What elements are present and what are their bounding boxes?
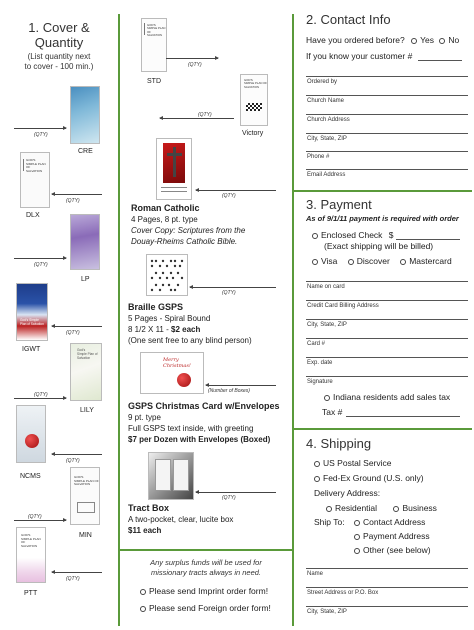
qty-label: (QTY)	[222, 290, 236, 296]
cover-quantity-title: 1. Cover & Quantity	[28, 20, 90, 50]
cover-label-ptt: PTT	[24, 590, 38, 597]
qty-arrow-victory	[160, 118, 234, 119]
cover-image-lp	[70, 214, 100, 270]
signature-input[interactable]	[306, 376, 468, 377]
cover-quantity-subtitle: (List quantity next to cover - 100 min.)	[24, 52, 94, 71]
qty-arrow-dlx	[52, 194, 102, 195]
cover-label-dlx: DLX	[26, 212, 40, 219]
name-on-card-label: Name on card	[307, 284, 345, 290]
other-address-radio[interactable]	[354, 548, 360, 554]
cover-label-std: STD	[147, 78, 161, 85]
foreign-radio[interactable]	[140, 606, 146, 612]
tract-box-title: Tract Box	[128, 503, 170, 513]
business-radio[interactable]	[393, 506, 399, 512]
section-divider	[120, 549, 292, 551]
cover-image-ncms	[16, 405, 46, 463]
ship-street-input[interactable]	[306, 587, 468, 588]
usps-radio[interactable]	[314, 461, 320, 467]
payment-address-option[interactable]: Payment Address	[354, 531, 430, 541]
enclosed-check-option[interactable]: Enclosed Check $	[312, 230, 394, 240]
cover-label-ncms: NCMS	[20, 473, 41, 480]
cover-label-lp: LP	[81, 276, 90, 283]
tract-box-line2: $11 each	[128, 526, 162, 535]
christmas-card-line3: $7 per Dozen with Envelopes (Boxed)	[128, 435, 271, 444]
church-address-label: Church Address	[307, 117, 350, 123]
qty-arrow-christmas-card	[206, 385, 276, 386]
email-input[interactable]	[306, 169, 468, 170]
qty-label: (QTY)	[222, 193, 236, 199]
qty-arrow-braille	[190, 287, 276, 288]
billing-city-input[interactable]	[306, 319, 468, 320]
payment-divider	[294, 190, 472, 192]
qty-label: (QTY)	[34, 392, 48, 398]
braille-line3: (One sent free to any blind person)	[128, 336, 252, 345]
imprint-radio[interactable]	[140, 589, 146, 595]
qty-label: (QTY)	[34, 262, 48, 268]
ordered-yes-radio[interactable]	[411, 38, 417, 44]
qty-arrow-lily	[14, 398, 66, 399]
qty-label: (QTY)	[34, 132, 48, 138]
card-number-input[interactable]	[306, 338, 468, 339]
ordered-by-input[interactable]	[306, 76, 468, 77]
exp-date-label: Exp. date	[307, 360, 333, 366]
qty-label: (QTY)	[66, 576, 80, 582]
qty-arrow-cre	[14, 128, 66, 129]
church-name-label: Church Name	[307, 98, 345, 104]
phone-input[interactable]	[306, 151, 468, 152]
qty-label: (QTY)	[66, 198, 80, 204]
cover-label-victory: Victory	[242, 130, 264, 137]
fedex-radio[interactable]	[314, 476, 320, 482]
church-name-input[interactable]	[306, 95, 468, 96]
qty-arrow-tract-box	[196, 492, 276, 493]
fedex-option[interactable]: Fed-Ex Ground (U.S. only)	[314, 473, 424, 483]
ship-name-input[interactable]	[306, 568, 468, 569]
mastercard-radio[interactable]	[400, 259, 406, 265]
exp-date-input[interactable]	[306, 357, 468, 358]
qty-label: (QTY)	[198, 112, 212, 118]
cover-image-christmas-card: Merry Christmas!	[140, 352, 204, 394]
column-divider-2	[292, 14, 294, 626]
customer-number-row: If you know your customer #	[306, 51, 413, 61]
tax-number-label: Tax #	[322, 407, 343, 417]
qty-label: (QTY)	[66, 330, 80, 336]
qty-arrow-lp	[14, 258, 66, 259]
braille-dots	[147, 255, 187, 295]
shipping-title: 4. Shipping	[306, 436, 372, 451]
qty-label: (QTY)	[28, 514, 42, 520]
cover-image-ptt: GOD'S SIMPLE PLAN OF SALVATION	[16, 527, 46, 583]
signature-label: Signature	[307, 379, 333, 385]
boxes-label: (Number of Boxes)	[208, 388, 250, 394]
usps-option[interactable]: US Postal Service	[314, 458, 392, 468]
contact-address-option[interactable]: Contact Address	[354, 517, 425, 527]
roman-catholic-line3: Douay-Rheims Catholic Bible.	[131, 237, 238, 246]
cover-image-lily: God's Simple Plan of Salvation	[70, 343, 102, 401]
church-address-input[interactable]	[306, 114, 468, 115]
card-type-row: Visa Discover Mastercard	[312, 256, 452, 266]
qty-arrow-std	[166, 58, 218, 59]
phone-label: Phone #	[307, 154, 330, 160]
qty-arrow-igwt	[52, 326, 102, 327]
foreign-option[interactable]: Please send Foreign order form!	[140, 603, 271, 613]
name-on-card-input[interactable]	[306, 281, 468, 282]
column-divider-1	[118, 14, 120, 626]
qty-arrow-ptt	[52, 572, 102, 573]
shipping-divider	[294, 428, 472, 430]
cover-image-braille	[146, 254, 188, 296]
contact-address-radio[interactable]	[354, 520, 360, 526]
delivery-type-row: Residential Business	[326, 503, 437, 513]
braille-title: Braille GSPS	[128, 302, 184, 312]
card-number-label: Card #	[307, 341, 326, 347]
billing-address-input[interactable]	[306, 300, 468, 301]
qty-label: (QTY)	[222, 495, 236, 501]
billing-address-label: Credit Card Billing Address	[307, 303, 379, 309]
ship-street-label: Street Address or P.O. Box	[307, 590, 379, 596]
exact-shipping-note: (Exact shipping will be billed)	[324, 241, 434, 251]
indiana-tax-radio[interactable]	[324, 395, 330, 401]
qty-label: (QTY)	[66, 458, 80, 464]
roman-catholic-line2: Cover Copy: Scriptures from the	[131, 226, 246, 235]
cover-image-igwt: God's Simple Plan of Salvation	[16, 283, 48, 341]
visa-radio[interactable]	[312, 259, 318, 265]
cover-image-cre	[70, 86, 100, 144]
surplus-note: Any surplus funds will be used for missionary tracts always in need.	[150, 558, 262, 577]
ship-city-input[interactable]	[306, 606, 468, 607]
payment-title: 3. Payment	[306, 197, 372, 212]
ship-name-label: Name	[307, 571, 324, 577]
imprint-option[interactable]: Please send Imprint order form!	[140, 586, 268, 596]
residential-radio[interactable]	[326, 506, 332, 512]
ordered-before-row: Have you ordered before? Yes No	[306, 35, 460, 45]
other-address-option[interactable]: Other (see below)	[354, 545, 431, 555]
christmas-card-line2: Full GSPS text inside, with greeting	[128, 424, 254, 433]
christmas-card-title: GSPS Christmas Card w/Envelopes	[128, 401, 280, 411]
delivery-address-label: Delivery Address:	[314, 488, 381, 498]
cover-image-std: GOD'S SIMPLE PLAN OF SALVATION	[141, 18, 167, 72]
braille-line2: 8 1/2 X 11 - $2 each	[128, 325, 201, 334]
discover-radio[interactable]	[348, 259, 354, 265]
cover-label-igwt: IGWT	[22, 346, 41, 353]
qty-label: (QTY)	[188, 62, 202, 68]
cover-label-min: MIN	[79, 532, 92, 539]
qty-arrow-min	[14, 520, 66, 521]
payment-note: As of 9/1/11 payment is required with order	[306, 214, 459, 223]
cover-label-cre: CRE	[78, 148, 93, 155]
tax-number-input[interactable]	[346, 416, 460, 417]
contact-city-label: City, State, ZIP	[307, 136, 347, 142]
cover-image-dlx: GOD'S SIMPLE PLAN OF SALVATION	[20, 152, 50, 208]
braille-line1: 5 Pages - Spiral Bound	[128, 314, 211, 323]
qty-arrow-ncms	[52, 454, 102, 455]
ordered-no-radio[interactable]	[439, 38, 445, 44]
cover-image-victory: GOD'S SIMPLE PLAN OF SALVATION	[240, 74, 268, 126]
cover-label-lily: LILY	[80, 407, 94, 414]
contact-title: 2. Contact Info	[306, 12, 391, 27]
check-amount-input[interactable]	[396, 239, 460, 240]
billing-city-label: City, State, ZIP	[307, 322, 347, 328]
tract-box-line1: A two-pocket, clear, lucite box	[128, 515, 234, 524]
indiana-tax-option[interactable]: Indiana residents add sales tax	[324, 392, 450, 402]
ordered-by-label: Ordered by	[307, 79, 338, 85]
ship-city-label: City, State, ZIP	[307, 609, 347, 615]
payment-address-radio[interactable]	[354, 534, 360, 540]
customer-number-input[interactable]	[418, 60, 462, 61]
contact-city-input[interactable]	[306, 133, 468, 134]
qty-arrow-roman-catholic	[196, 190, 276, 191]
cover-image-min: GOD'S SIMPLE PLAN OF SALVATION	[70, 467, 100, 525]
cover-image-tract-box	[148, 452, 194, 500]
christmas-card-line1: 9 pt. type	[128, 413, 161, 422]
roman-catholic-title: Roman Catholic	[131, 203, 200, 213]
ship-to-label: Ship To:	[314, 517, 345, 527]
enclosed-check-radio[interactable]	[312, 233, 318, 239]
email-label: Email Address	[307, 172, 346, 178]
cover-image-roman-catholic	[156, 138, 192, 200]
roman-catholic-line1: 4 Pages, 8 pt. type	[131, 215, 198, 224]
